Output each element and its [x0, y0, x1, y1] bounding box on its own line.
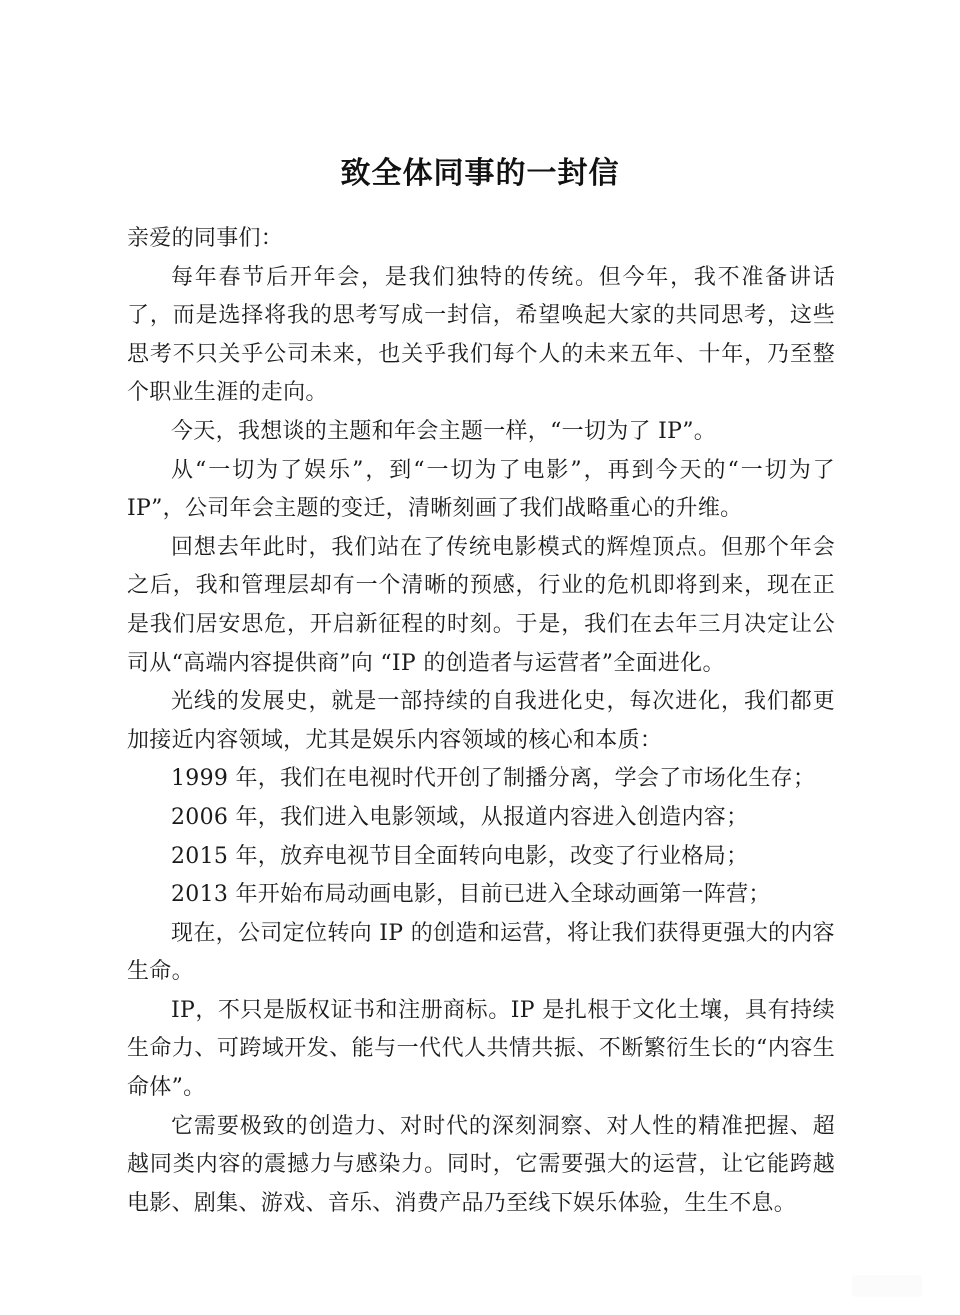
paragraph: 它需要极致的创造力、对时代的深刻洞察、对人性的精准把握、超越同类内容的震撼力与感染力。同时，它需要强大的运营，让它能跨越电影、剧集、游戏、音乐、消费产品乃至线下娱乐体验，生生不息。: [127, 1113, 835, 1216]
paragraph: 今天，我想谈的主题和年会主题一样，“一切为了 IP”。: [171, 418, 717, 444]
timeline-item: 2006 年，我们进入电影领域，从报道内容进入创造内容；: [171, 804, 749, 830]
letter-greeting: 亲爱的同事们：: [127, 226, 284, 251]
letter-body: [127, 220, 835, 1223]
letter-title: 致全体同事的一封信: [340, 156, 620, 191]
timeline-item: 2013 年开始布局动画电影，目前已进入全球动画第一阵营；: [171, 882, 771, 908]
timeline-item: 2015 年，放弃电视节目全面转向电影，改变了行业格局；: [171, 843, 749, 869]
paragraph: 从“一切为了娱乐”，到“一切为了电影”，再到今天的“一切为了 IP”，公司年会主题的变迁，清晰刻画了我们战略重心的升维。: [127, 457, 835, 522]
faint-watermark: [852, 1275, 922, 1297]
paragraph: IP，不只是版权证书和注册商标。IP 是扎根于文化土壤，具有持续生命力、可跨域开发、能与一代代人共情共振、不断繁衍生长的“内容生命体”。: [127, 997, 835, 1101]
paragraph: 现在，公司定位转向 IP 的创造和运营，将让我们获得更强大的内容生命。: [127, 920, 835, 985]
paragraph: 光线的发展史，就是一部持续的自我进化史，每次进化，我们都更加接近内容领域，尤其是娱乐内容领域的核心和本质：: [127, 689, 835, 753]
paragraph: 回想去年此时，我们站在了传统电影模式的辉煌顶点。但那个年会之后，我和管理层却有一个清晰的预感，行业的危机即将到来，现在正是我们居安思危，开启新征程的时刻。于是，我们在去年三月决定让公司从“高端内容提供商”向 “IP 的创造者与运营者”全面进化。: [127, 534, 835, 676]
timeline-item: 1999 年，我们在电视时代开创了制播分离，学会了市场化生存；: [171, 766, 816, 792]
paragraph: 每年春节后开年会，是我们独特的传统。但今年，我不准备讲话了，而是选择将我的思考写成一封信，希望唤起大家的共同思考，这些思考不只关乎公司未来，也关乎我们每个人的未来五年、十年，乃至整个职业生涯的走向。: [127, 264, 835, 406]
